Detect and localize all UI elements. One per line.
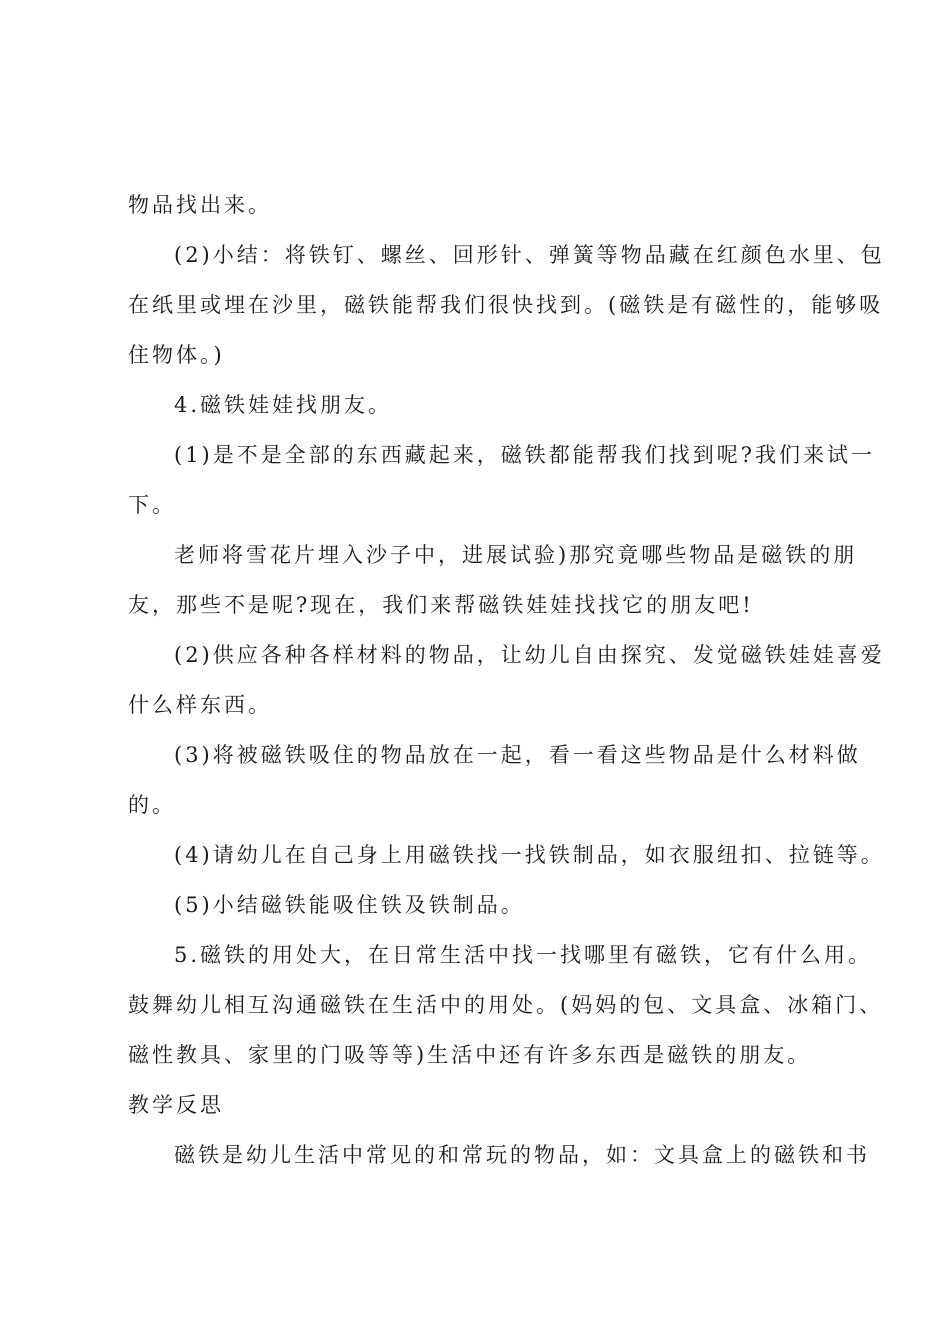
text-line: 下。 [128, 493, 176, 517]
text-line: (1)是不是全部的东西藏起来，磁铁都能帮我们找到呢?我们来试一 [174, 443, 876, 467]
text-line: 的。 [128, 793, 176, 817]
section-heading: 5.磁铁的用处大，在日常生活中找一找哪里有磁铁，它有什么用。 [174, 943, 873, 967]
text-line: 什么样东西。 [128, 693, 272, 717]
text-line: 老师将雪花片埋入沙子中，进展试验)那究竟哪些物品是磁铁的朋 [174, 543, 858, 567]
text-line: (4)请幼儿在自己身上用磁铁找一找铁制品，如衣服纽扣、拉链等。 [174, 843, 885, 867]
text-line: (2)小结：将铁钉、螺丝、回形针、弹簧等物品藏在红颜色水里、包 [174, 243, 885, 267]
section-title: 教学反思 [128, 1093, 224, 1117]
text-line: 磁性教具、家里的门吸等等)生活中还有许多东西是磁铁的朋友。 [128, 1043, 812, 1067]
text-line: 在纸里或埋在沙里，磁铁能帮我们很快找到。(磁铁是有磁性的，能够吸 [128, 293, 884, 317]
section-heading: 4.磁铁娃娃找朋友。 [174, 393, 393, 417]
text-line: 物品找出来。 [128, 193, 272, 217]
text-line: (2)供应各种各样材料的物品，让幼儿自由探究、发觉磁铁娃娃喜爱 [174, 643, 885, 667]
text-line: (3)将被磁铁吸住的物品放在一起，看一看这些物品是什么材料做 [174, 743, 861, 767]
text-line: 鼓舞幼儿相互沟通磁铁在生活中的用处。(妈妈的包、文具盒、冰箱门、 [128, 993, 884, 1017]
text-line: (5)小结磁铁能吸住铁及铁制品。 [174, 893, 525, 917]
text-line: 磁铁是幼儿生活中常见的和常玩的物品，如：文具盒上的磁铁和书 [174, 1143, 870, 1167]
text-line: 友，那些不是呢?现在，我们来帮磁铁娃娃找找它的朋友吧! [128, 593, 754, 617]
text-line: 住物体。) [128, 343, 225, 367]
